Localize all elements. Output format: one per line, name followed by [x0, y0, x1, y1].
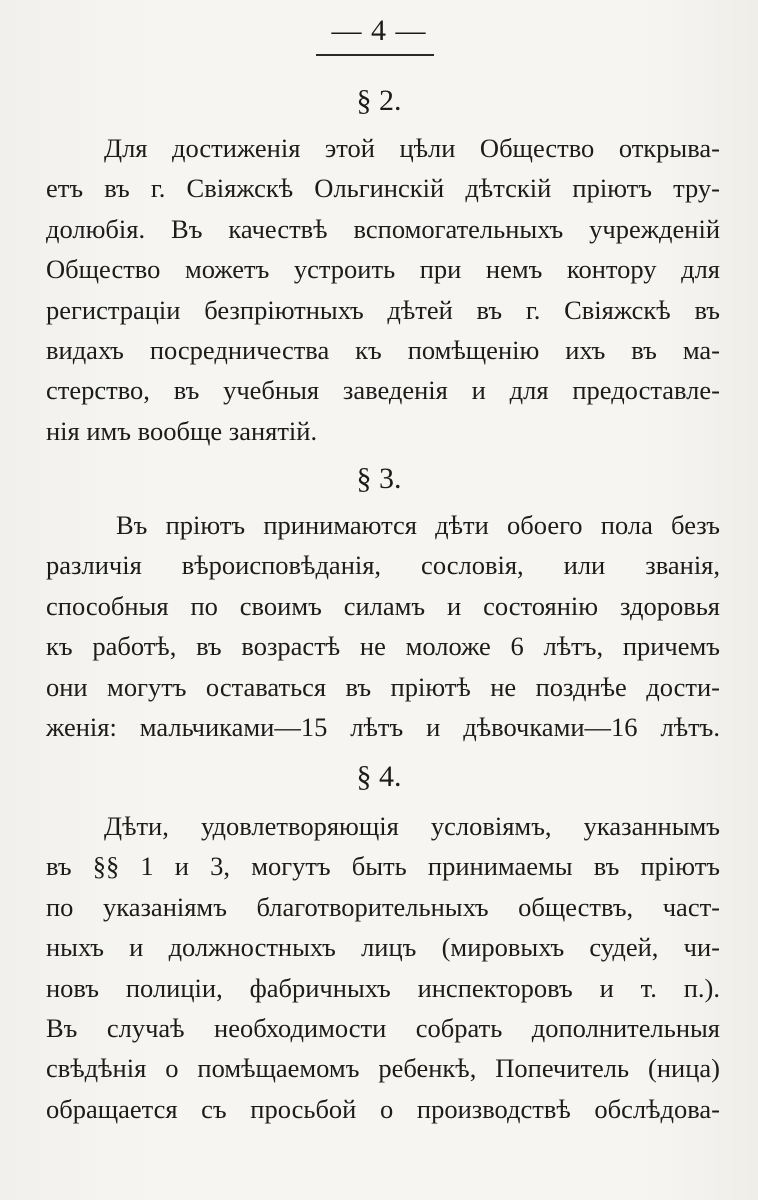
text-line: различія вѣроисповѣданія, сословія, или званія,	[46, 550, 720, 581]
text-line: ныхъ и должностныхъ лицъ (мировыхъ судей, чи-	[46, 932, 720, 963]
text-line: долюбія. Въ качествѣ вспомогательныхъ учрежденій	[46, 213, 720, 244]
text-line: Въ случаѣ необходимости собрать дополнительныя	[46, 1012, 720, 1043]
text-line: Для достиженія этой цѣли Общество открыва-	[104, 133, 720, 163]
text-line: нія имъ вообще занятій.	[46, 415, 318, 446]
text-line: способныя по своимъ силамъ и состоянію здоровья	[46, 590, 720, 621]
page-number-rule	[316, 54, 434, 56]
section-heading-3: § 3.	[356, 462, 402, 495]
section-2-paragraph	[46, 128, 720, 451]
text-line: они могутъ оставаться въ пріютѣ не позднѣе дости-	[46, 671, 720, 702]
text-line: стерство, въ учебныя заведенія и для предоставле-	[46, 375, 720, 406]
text-line: въ §§ 1 и 3, могутъ быть принимаемы въ пріютъ	[46, 851, 720, 882]
text-line: Общество можетъ устроить при немъ контору для	[46, 254, 720, 285]
section-3-paragraph	[46, 505, 720, 747]
text-line: Въ пріютъ принимаются дѣти обоего пола безъ	[116, 510, 720, 540]
section-heading-2: § 2.	[356, 84, 402, 117]
section-heading-4: § 4.	[356, 760, 402, 793]
text-line: обращается съ просьбой о производствѣ обслѣдова-	[46, 1093, 720, 1124]
text-line: свѣдѣнія о помѣщаемомъ ребенкѣ, Попечитель (ница)	[46, 1053, 720, 1084]
text-line: регистраціи безпріютныхъ дѣтей въ г. Свіяжскѣ въ	[46, 294, 720, 325]
text-line: етъ въ г. Свіяжскѣ Ольгинскій дѣтскій пріютъ тру-	[46, 173, 720, 204]
text-line: женія: мальчиками—15 лѣтъ и дѣвочками—16 лѣтъ.	[46, 711, 720, 742]
section-4-paragraph	[46, 806, 720, 1129]
text-line: видахъ посредничества къ помѣщенію ихъ въ ма-	[46, 334, 720, 365]
text-line: новъ полиціи, фабричныхъ инспекторовъ и т. п.).	[46, 972, 720, 1003]
page-number: — 4 —	[331, 14, 427, 47]
text-line: по указаніямъ благотворительныхъ обществъ, част-	[46, 891, 720, 922]
text-line: къ работѣ, въ возрастѣ не моложе 6 лѣтъ, причемъ	[46, 631, 720, 662]
text-line: Дѣти, удовлетворяющія условіямъ, указаннымъ	[104, 811, 720, 841]
